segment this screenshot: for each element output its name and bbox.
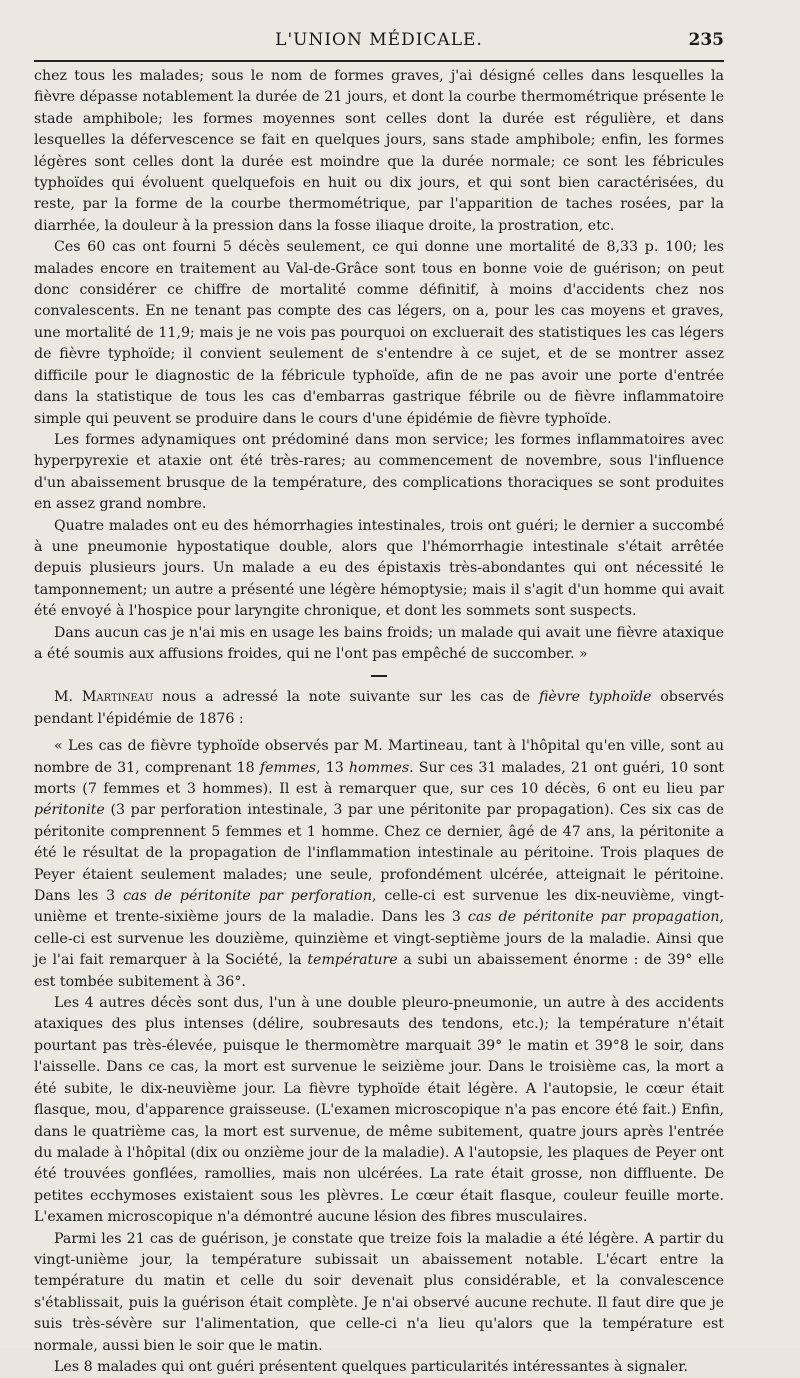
- paragraph-other-deaths: Les 4 autres décès sont dus, l'un à une double pleuro-pneumonie, un autre à des accidents ataxiques des plus intenses (délire, soubresauts des tendons, etc.); la température n'était pourtant pas très-élevée, puisque le thermomètre marquait 39° le matin et 39°8 le soir, dans l'aisselle. Dans ce cas, la mort est survenue le seizième jour. Dans le troisième cas, la mort a été subite, le dix-neuvième jour. La fièvre typhoïde était légère. A l'autopsie, le cœur était flasque, mou, d'apparence graisseuse. (L'examen microscopique n'a pas encore été fait.) Enfin, dans le quatrième cas, la mort est survenue, de même subitement, quatre jours après l'entrée du malade à l'hôpital (dix ou onzième jour de la maladie). A l'autopsie, les plaques de Peyer ont été trouvées gonflées, ramollies, mais non ulcérées. La rate était grosse, non diffluente. De petites ecchymoses existaient sous les plèvres. Le cœur était flasque, couleur feuille morte. L'examen microscopique n'a démontré aucune lésion des fibres musculaires.: [34, 995, 724, 1226]
- running-title: L'UNION MÉDICALE.: [275, 30, 483, 50]
- paragraph-martineau-cases: « Les cas de fièvre typhoïde observés par M. Martineau, tant à l'hôpital qu'en ville, sont au nombre de 31, comprenant 18 femmes, 13 hommes. Sur ces 31 malades, 21 ont guéri, 10 sont morts (7 femmes et 3 hommes). Il est à remarquer que, sur ces 10 décès, 6 ont eu lieu par péritonite (3 par perforation intestinale, 3 par une péritonite par propagation). Ces six cas de péritonite comprennent 5 femmes et 1 homme. Chez ce dernier, âgé de 47 ans, la péritonite a été le résultat de la propagation de l'inflammation intestinale au péritoine. Trois plaques de Peyer étaient seulement malades; une seule, profondément ulcérée, atteignait le péritoine. Dans les 3 cas de péritonite par perforation, celle-ci est survenue les dix-neuvième, vingt-unième et trente-sixième jours de la maladie. Dans les 3 cas de péritonite par propagation, celle-ci est survenue les douzième, quinzième et vingt-septième jours de la maladie. Ainsi que je l'ai fait remarquer à la Société, la température a subi un abaissement énorme : de 39° elle est tombée subitement à 36°.: [34, 738, 724, 990]
- page-header: [34, 26, 724, 60]
- header-rule: [34, 60, 724, 62]
- article-body: [34, 66, 724, 1378]
- author-name: M. Martineau: [54, 689, 154, 706]
- paragraph-mortality: Ces 60 cas ont fourni 5 décès seulement, ce qui donne une mortalité de 8,33 p. 100; les malades encore en traitement au Val-de-Grâce sont tous en bonne voie de guérison; on peut donc considérer ce chiffre de mortalité comme définitif, à moins d'accidents chez nos convalescents. En ne tenant pas compte des cas légers, on a, pour les cas moyens et graves, une mortalité de 11,9; mais je ne vois pas pourquoi on excluerait des statistiques les cas légers de fièvre typhoïde; il convient seulement de s'entendre à ce sujet, et de se montrer assez difficile pour le diagnostic de la fébricule typhoïde, afin de ne pas avoir une porte d'entrée dans la statistique de tous les cas d'embarras gastrique fébrile ou de fièvre inflammatoire simple qui peuvent se produire dans le cours d'une épidémie de fièvre typhoïde.: [34, 239, 724, 427]
- section-divider: [34, 665, 724, 687]
- paragraph-forms: chez tous les malades; sous le nom de formes graves, j'ai désigné celles dans lesquelles la fièvre dépasse notablement la durée de 21 jours, et dont la courbe thermométrique présente le stade amphibole; les formes moyennes sont celles dont la durée est régulière, et dans lesquelles la défervescence se fait en quelques jours, sans stade amphibole; enfin, les formes légères sont celles dont la durée est moindre que la durée normale; ce sont les fébricules typhoïdes qui évoluent quelquefois en huit ou dix jours, et qui sont bien caractérisées, du reste, par la forme de la courbe thermométrique, par l'apparition de taches rosées, par la diarrhée, la douleur à la pression dans la fosse iliaque droite, la prostration, etc.: [34, 68, 724, 234]
- paragraph-cold-baths: Dans aucun cas je n'ai mis en usage les bains froids; un malade qui avait une fièvre ataxique a été soumis aux affusions froides, qui ne l'ont pas empêché de succomber. »: [34, 624, 724, 662]
- paragraph-hemorrhages: Quatre malades ont eu des hémorrhagies intestinales, trois ont guéri; le dernier a succombé à une pneumonie hypostatique double, alors que l'hémorrhagie intestinale s'était arrêtée depuis plusieurs jours. Un malade a eu des épistaxis très-abondantes qui ont nécessité le tamponnement; un autre a présenté une légère hémoptysie; mais il s'agit d'un homme qui avait été envoyé à l'hospice pour laryngite chronique, et dont les sommets sont suspects.: [34, 517, 724, 620]
- page-number: 235: [688, 30, 724, 50]
- paragraph-adynamic-forms: Les formes adynamiques ont prédominé dans mon service; les formes inflammatoires avec hyperpyrexie et ataxie ont été très-rares; au commencement de novembre, sous l'influence d'un abaissement brusque de la température, des complications thoraciques se sont produites en assez grand nombre.: [34, 431, 724, 513]
- paragraph-eight-patients: Les 8 malades qui ont guéri présentent quelques particularités intéressantes à signaler.: [54, 1358, 688, 1375]
- paragraph-recoveries: Parmi les 21 cas de guérison, je constate que treize fois la maladie a été légère. A partir du vingt-unième jour, la température subissait un abaissement notable. L'écart entre la température du matin et celle du soir devenait plus considérable, et la convalescence s'établissait, puis la guérison était complète. Je n'ai observé aucune rechute. Il faut dire que je suis très-sévère sur l'alimentation, que celle-ci n'a lieu qu'alors que la température est normale, aussi bien le soir que le matin.: [34, 1230, 724, 1354]
- paragraph-martineau-intro: M. Martineau nous a adressé la note suivante sur les cas de fièvre typhoïde observés pendant l'épidémie de 1876 :: [34, 689, 724, 727]
